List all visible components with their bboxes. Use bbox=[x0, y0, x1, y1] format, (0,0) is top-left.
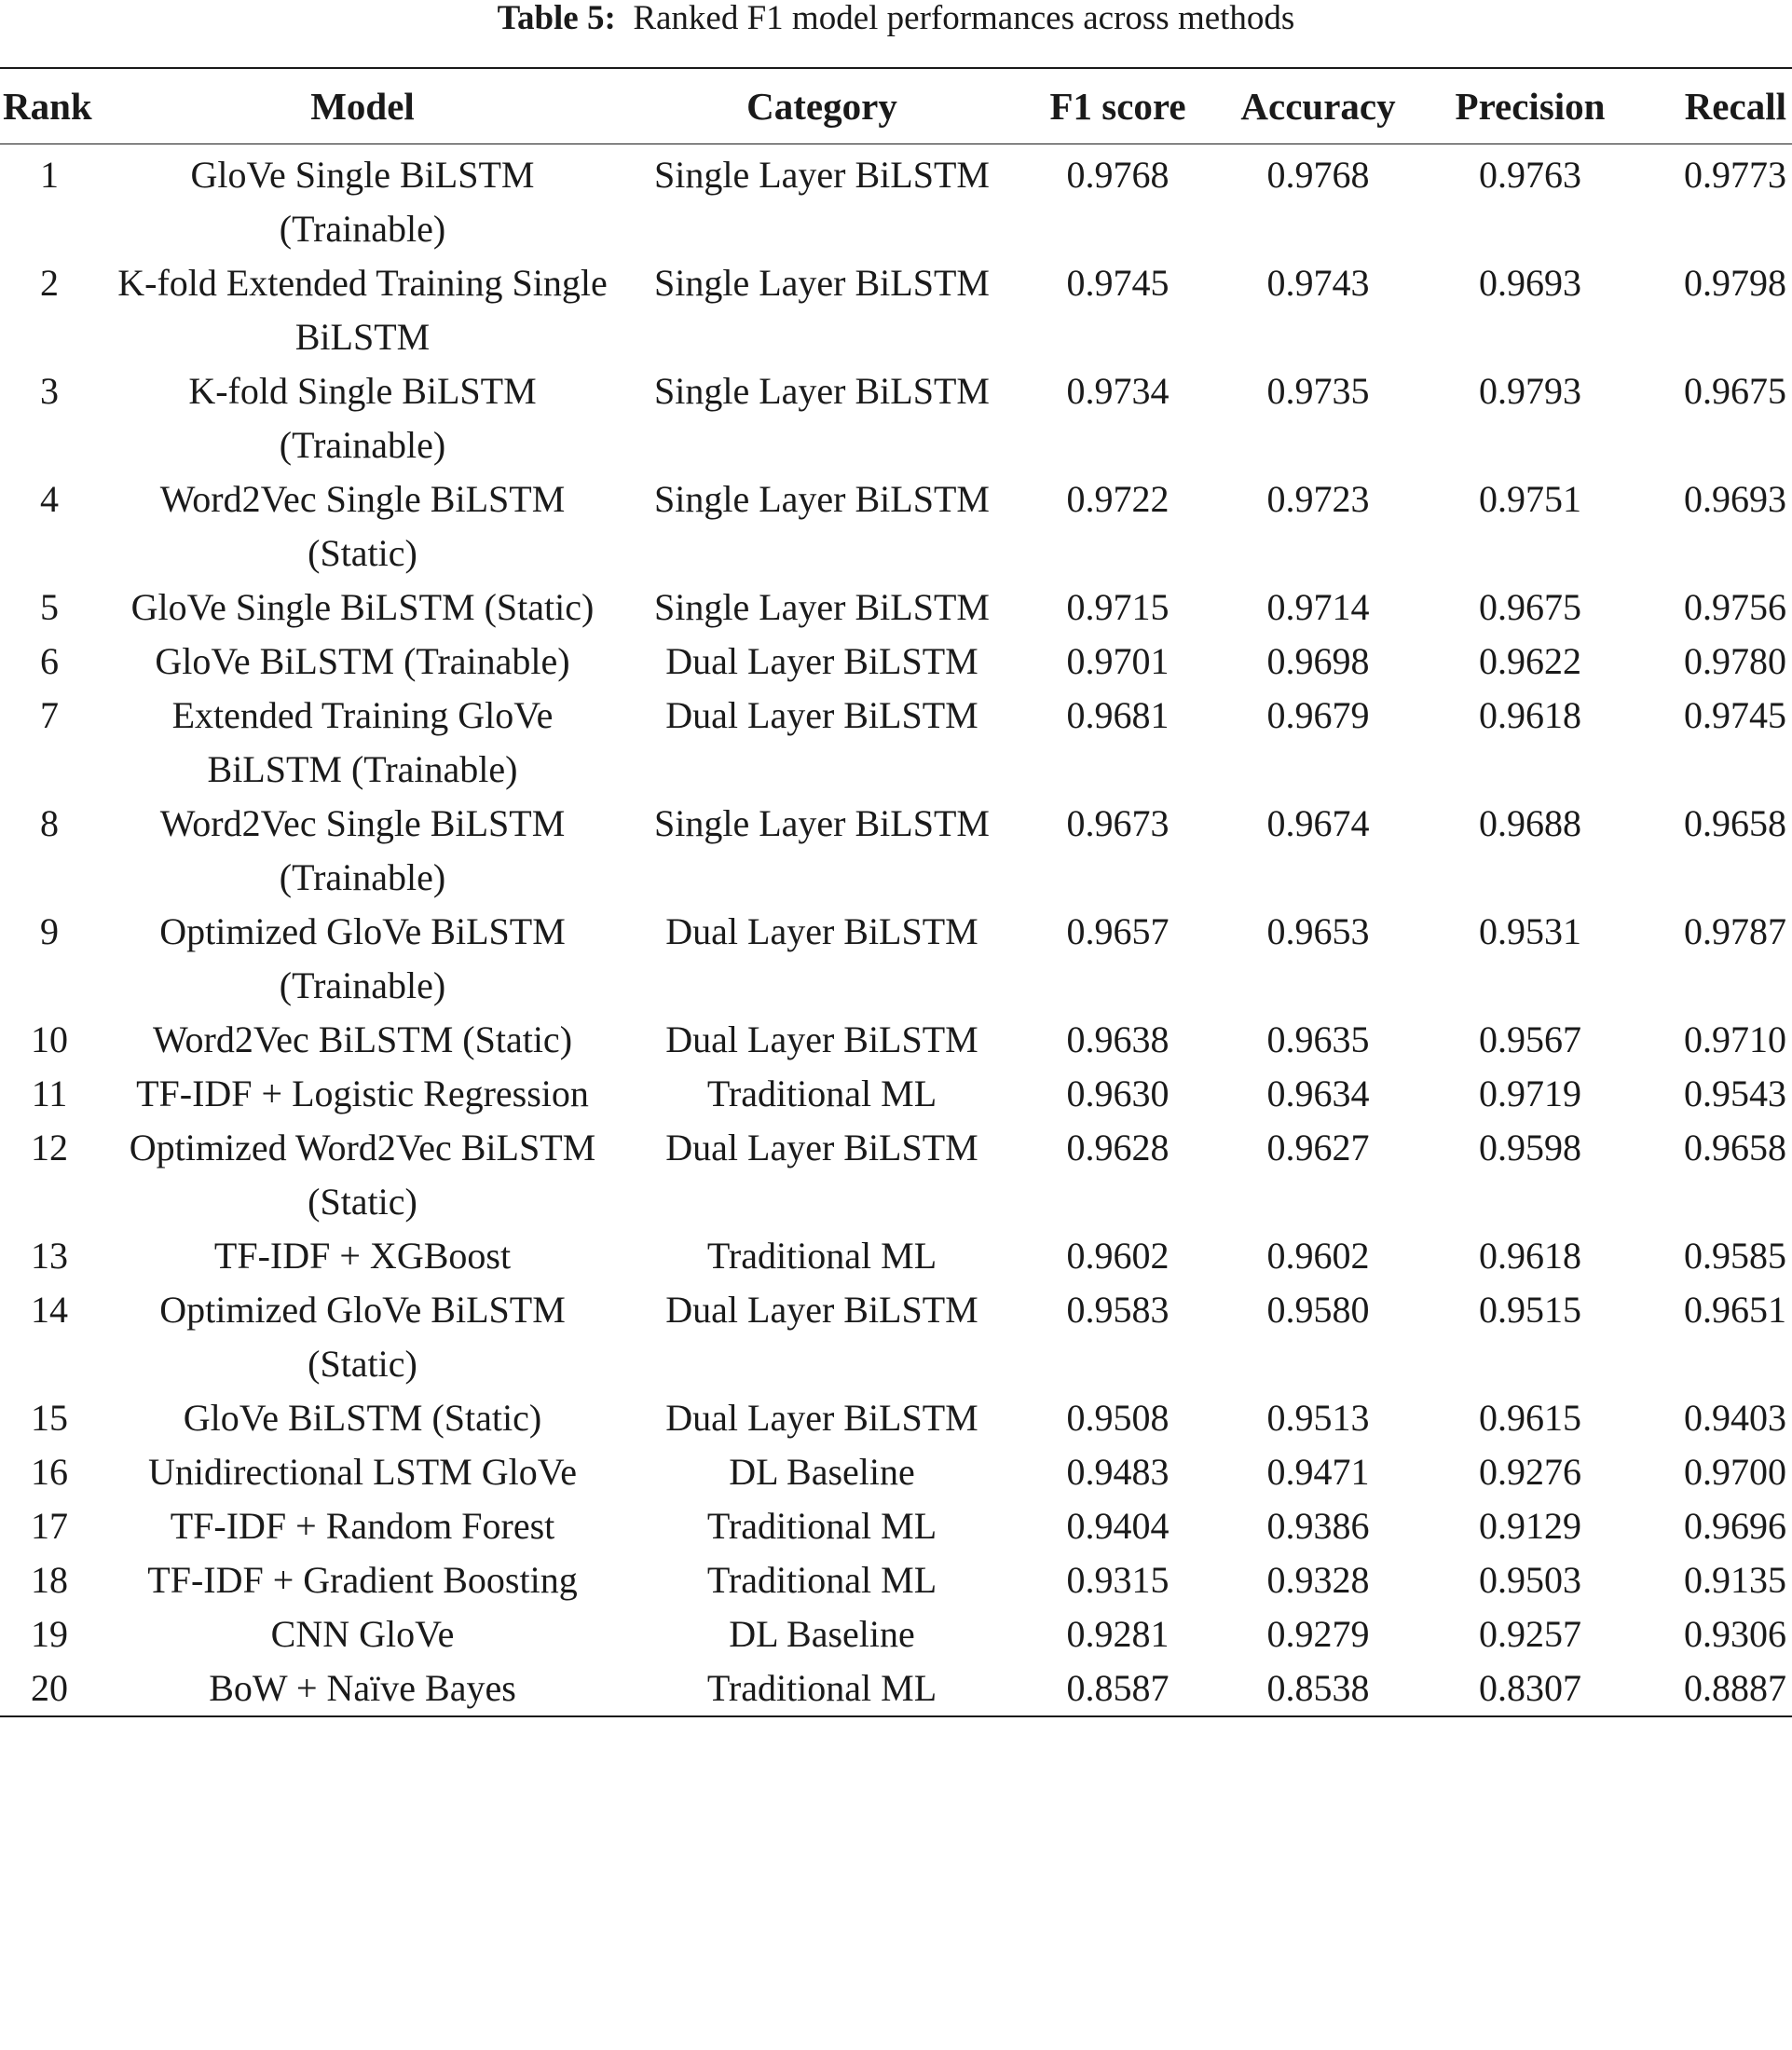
cell-category: Traditional ML bbox=[706, 1073, 937, 1114]
cell-rank: 17 bbox=[31, 1505, 68, 1547]
cell-recall: 0.9756 bbox=[1684, 586, 1786, 628]
cell-rank: 16 bbox=[31, 1451, 68, 1493]
cell-rank: 2 bbox=[40, 262, 59, 304]
cell-f1: 0.9701 bbox=[1066, 640, 1170, 682]
cell-rank: 10 bbox=[31, 1018, 68, 1060]
table-row bbox=[0, 797, 1792, 905]
cell-category: Single Layer BiLSTM bbox=[654, 802, 990, 844]
table-row bbox=[0, 1283, 1792, 1391]
cell-model: TF-IDF + Random Forest bbox=[170, 1505, 555, 1547]
header-model: Model bbox=[99, 69, 626, 144]
cell-rank: 9 bbox=[40, 910, 59, 952]
table-row bbox=[0, 256, 1792, 364]
cell-f1: 0.9315 bbox=[1066, 1559, 1170, 1601]
table-row bbox=[0, 581, 1792, 635]
cell-category: Dual Layer BiLSTM bbox=[665, 1289, 978, 1331]
cell-accuracy: 0.9714 bbox=[1266, 586, 1370, 628]
cell-precision: 0.9719 bbox=[1479, 1073, 1581, 1114]
cell-category: Single Layer BiLSTM bbox=[654, 262, 990, 304]
cell-recall: 0.9780 bbox=[1684, 640, 1786, 682]
cell-model: GloVe Single BiLSTM (Trainable) bbox=[190, 154, 535, 250]
cell-category: Traditional ML bbox=[706, 1559, 937, 1601]
table-row bbox=[0, 1067, 1792, 1121]
cell-f1: 0.9657 bbox=[1066, 910, 1170, 952]
table-row bbox=[0, 472, 1792, 581]
cell-f1: 0.9722 bbox=[1066, 478, 1170, 520]
cell-f1: 0.9638 bbox=[1066, 1018, 1170, 1060]
cell-recall: 0.9585 bbox=[1684, 1235, 1786, 1277]
cell-recall: 0.8887 bbox=[1684, 1667, 1786, 1709]
cell-recall: 0.9745 bbox=[1684, 694, 1786, 736]
table-row bbox=[0, 1013, 1792, 1067]
cell-recall: 0.9773 bbox=[1684, 154, 1786, 196]
cell-rank: 4 bbox=[40, 478, 59, 520]
cell-accuracy: 0.9328 bbox=[1266, 1559, 1370, 1601]
cell-accuracy: 0.9513 bbox=[1266, 1397, 1370, 1439]
cell-rank: 11 bbox=[31, 1073, 68, 1114]
cell-f1: 0.9281 bbox=[1066, 1613, 1170, 1655]
cell-f1: 0.9745 bbox=[1066, 262, 1170, 304]
header-recall: Recall bbox=[1642, 69, 1792, 144]
table-row bbox=[0, 144, 1792, 257]
cell-f1: 0.9715 bbox=[1066, 586, 1170, 628]
cell-model: GloVe Single BiLSTM (Static) bbox=[130, 586, 595, 628]
cell-category: Dual Layer BiLSTM bbox=[665, 1127, 978, 1168]
cell-precision: 0.9693 bbox=[1479, 262, 1581, 304]
cell-accuracy: 0.9279 bbox=[1266, 1613, 1370, 1655]
cell-f1: 0.9404 bbox=[1066, 1505, 1170, 1547]
cell-f1: 0.9681 bbox=[1066, 694, 1170, 736]
cell-f1: 0.9734 bbox=[1066, 370, 1170, 412]
cell-precision: 0.9751 bbox=[1479, 478, 1581, 520]
cell-precision: 0.9276 bbox=[1479, 1451, 1581, 1493]
cell-recall: 0.9403 bbox=[1684, 1397, 1786, 1439]
cell-accuracy: 0.9471 bbox=[1266, 1451, 1370, 1493]
table-row bbox=[0, 364, 1792, 472]
cell-accuracy: 0.8538 bbox=[1266, 1667, 1370, 1709]
cell-model: GloVe BiLSTM (Trainable) bbox=[155, 640, 570, 682]
cell-rank: 15 bbox=[31, 1397, 68, 1439]
table-row bbox=[0, 1229, 1792, 1283]
cell-precision: 0.9793 bbox=[1479, 370, 1581, 412]
cell-f1: 0.9508 bbox=[1066, 1397, 1170, 1439]
cell-model: TF-IDF + Gradient Boosting bbox=[147, 1559, 578, 1601]
cell-f1: 0.9628 bbox=[1066, 1127, 1170, 1168]
cell-model: TF-IDF + XGBoost bbox=[213, 1235, 512, 1277]
table-bottom-rule bbox=[0, 1715, 1792, 1717]
cell-f1: 0.9583 bbox=[1066, 1289, 1170, 1331]
cell-model: Word2Vec Single BiLSTM (Static) bbox=[159, 478, 566, 574]
cell-category: Single Layer BiLSTM bbox=[654, 586, 990, 628]
cell-accuracy: 0.9580 bbox=[1266, 1289, 1370, 1331]
cell-rank: 20 bbox=[31, 1667, 68, 1709]
cell-rank: 13 bbox=[31, 1235, 68, 1277]
cell-category: Single Layer BiLSTM bbox=[654, 154, 990, 196]
cell-precision: 0.9515 bbox=[1479, 1289, 1581, 1331]
cell-precision: 0.9598 bbox=[1479, 1127, 1581, 1168]
cell-category: Single Layer BiLSTM bbox=[654, 370, 990, 412]
cell-recall: 0.9693 bbox=[1684, 478, 1786, 520]
cell-recall: 0.9798 bbox=[1684, 262, 1786, 304]
cell-accuracy: 0.9386 bbox=[1266, 1505, 1370, 1547]
cell-f1: 0.9602 bbox=[1066, 1235, 1170, 1277]
cell-accuracy: 0.9768 bbox=[1266, 154, 1370, 196]
cell-recall: 0.9135 bbox=[1684, 1559, 1786, 1601]
table-caption-label: Table 5: bbox=[497, 0, 616, 37]
cell-recall: 0.9787 bbox=[1684, 910, 1786, 952]
cell-accuracy: 0.9698 bbox=[1266, 640, 1370, 682]
results-table bbox=[0, 69, 1792, 1715]
cell-model: Word2Vec Single BiLSTM (Trainable) bbox=[159, 802, 566, 898]
cell-recall: 0.9658 bbox=[1684, 802, 1786, 844]
cell-model: TF-IDF + Logistic Regression bbox=[136, 1073, 589, 1114]
cell-model: CNN GloVe bbox=[270, 1613, 455, 1655]
cell-accuracy: 0.9602 bbox=[1266, 1235, 1370, 1277]
cell-category: Dual Layer BiLSTM bbox=[665, 694, 978, 736]
cell-rank: 7 bbox=[40, 694, 59, 736]
cell-f1: 0.9768 bbox=[1066, 154, 1170, 196]
header-accuracy: Accuracy bbox=[1218, 69, 1418, 144]
table-row bbox=[0, 1553, 1792, 1607]
cell-accuracy: 0.9723 bbox=[1266, 478, 1370, 520]
cell-precision: 0.8307 bbox=[1479, 1667, 1581, 1709]
cell-precision: 0.9257 bbox=[1479, 1613, 1581, 1655]
cell-model: Word2Vec BiLSTM (Static) bbox=[152, 1018, 573, 1060]
cell-model: GloVe BiLSTM (Static) bbox=[183, 1397, 542, 1439]
cell-accuracy: 0.9627 bbox=[1266, 1127, 1370, 1168]
cell-model: Optimized GloVe BiLSTM (Trainable) bbox=[159, 910, 566, 1006]
table-body bbox=[0, 144, 1792, 1716]
cell-rank: 6 bbox=[40, 640, 59, 682]
cell-category: Traditional ML bbox=[706, 1667, 937, 1709]
table-caption bbox=[0, 0, 1792, 37]
cell-category: Single Layer BiLSTM bbox=[654, 478, 990, 520]
cell-rank: 8 bbox=[40, 802, 59, 844]
table-header-row bbox=[0, 69, 1792, 144]
table-row bbox=[0, 1607, 1792, 1661]
cell-category: DL Baseline bbox=[729, 1451, 915, 1493]
cell-model: K-fold Extended Training Single BiLSTM bbox=[117, 262, 608, 358]
cell-accuracy: 0.9674 bbox=[1266, 802, 1370, 844]
cell-recall: 0.9696 bbox=[1684, 1505, 1786, 1547]
table-row bbox=[0, 635, 1792, 689]
results-table-wrap bbox=[0, 67, 1792, 1717]
cell-category: Dual Layer BiLSTM bbox=[665, 1018, 978, 1060]
header-precision: Precision bbox=[1418, 69, 1642, 144]
cell-recall: 0.9675 bbox=[1684, 370, 1786, 412]
cell-accuracy: 0.9635 bbox=[1266, 1018, 1370, 1060]
cell-model: Extended Training GloVe BiLSTM (Trainable) bbox=[171, 694, 554, 790]
table-row bbox=[0, 905, 1792, 1013]
cell-recall: 0.9700 bbox=[1684, 1451, 1786, 1493]
cell-category: DL Baseline bbox=[729, 1613, 915, 1655]
cell-precision: 0.9688 bbox=[1479, 802, 1581, 844]
table-row bbox=[0, 1661, 1792, 1715]
cell-accuracy: 0.9735 bbox=[1266, 370, 1370, 412]
cell-f1: 0.8587 bbox=[1066, 1667, 1170, 1709]
cell-rank: 18 bbox=[31, 1559, 68, 1601]
table-caption-text: Ranked F1 model performances across methods bbox=[633, 0, 1295, 37]
header-rank: Rank bbox=[0, 69, 99, 144]
cell-f1: 0.9673 bbox=[1066, 802, 1170, 844]
table-row bbox=[0, 689, 1792, 797]
table-row bbox=[0, 1445, 1792, 1499]
cell-category: Dual Layer BiLSTM bbox=[665, 640, 978, 682]
table-row bbox=[0, 1121, 1792, 1229]
cell-model: Optimized Word2Vec BiLSTM (Static) bbox=[129, 1127, 596, 1223]
cell-f1: 0.9630 bbox=[1066, 1073, 1170, 1114]
cell-category: Dual Layer BiLSTM bbox=[665, 1397, 978, 1439]
cell-precision: 0.9503 bbox=[1479, 1559, 1581, 1601]
cell-precision: 0.9763 bbox=[1479, 154, 1581, 196]
cell-recall: 0.9658 bbox=[1684, 1127, 1786, 1168]
cell-category: Dual Layer BiLSTM bbox=[665, 910, 978, 952]
cell-precision: 0.9675 bbox=[1479, 586, 1581, 628]
cell-model: K-fold Single BiLSTM (Trainable) bbox=[188, 370, 537, 466]
cell-precision: 0.9622 bbox=[1479, 640, 1581, 682]
cell-recall: 0.9710 bbox=[1684, 1018, 1786, 1060]
header-f1: F1 score bbox=[1018, 69, 1218, 144]
cell-rank: 12 bbox=[31, 1127, 68, 1168]
cell-category: Traditional ML bbox=[706, 1505, 937, 1547]
cell-recall: 0.9651 bbox=[1684, 1289, 1786, 1331]
cell-precision: 0.9615 bbox=[1479, 1397, 1581, 1439]
cell-precision: 0.9567 bbox=[1479, 1018, 1581, 1060]
cell-recall: 0.9306 bbox=[1684, 1613, 1786, 1655]
cell-model: BoW + Naïve Bayes bbox=[209, 1667, 516, 1709]
cell-accuracy: 0.9634 bbox=[1266, 1073, 1370, 1114]
header-category: Category bbox=[626, 69, 1018, 144]
cell-precision: 0.9618 bbox=[1479, 1235, 1581, 1277]
cell-rank: 5 bbox=[40, 586, 59, 628]
table-row bbox=[0, 1391, 1792, 1445]
cell-rank: 19 bbox=[31, 1613, 68, 1655]
cell-recall: 0.9543 bbox=[1684, 1073, 1786, 1114]
cell-rank: 1 bbox=[40, 154, 59, 196]
cell-model: Unidirectional LSTM GloVe bbox=[148, 1451, 577, 1493]
table-row bbox=[0, 1499, 1792, 1553]
cell-rank: 14 bbox=[31, 1289, 68, 1331]
cell-accuracy: 0.9679 bbox=[1266, 694, 1370, 736]
cell-category: Traditional ML bbox=[706, 1235, 937, 1277]
cell-rank: 3 bbox=[40, 370, 59, 412]
cell-precision: 0.9531 bbox=[1479, 910, 1581, 952]
cell-f1: 0.9483 bbox=[1066, 1451, 1170, 1493]
cell-precision: 0.9618 bbox=[1479, 694, 1581, 736]
cell-model: Optimized GloVe BiLSTM (Static) bbox=[159, 1289, 566, 1385]
cell-precision: 0.9129 bbox=[1479, 1505, 1581, 1547]
cell-accuracy: 0.9653 bbox=[1266, 910, 1370, 952]
cell-accuracy: 0.9743 bbox=[1266, 262, 1370, 304]
